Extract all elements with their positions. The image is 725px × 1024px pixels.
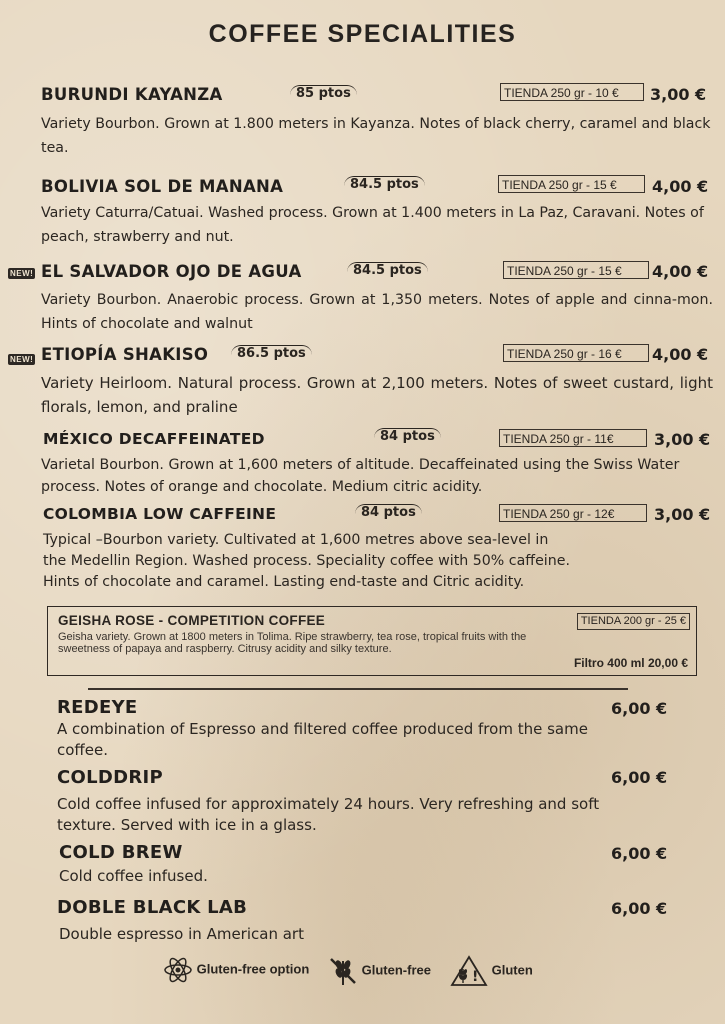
legend-gluten-free	[328, 955, 431, 987]
coffee-name: COLOMBIA LOW CAFFEINE	[43, 505, 277, 523]
coffee-description: Variety Bourbon. Grown at 1.800 meters in Kayanza. Notes of black cherry, caramel and black tea.	[41, 116, 711, 156]
tienda-price-box: TIENDA 250 gr - 11€	[499, 429, 647, 447]
gluten-warning-icon	[450, 955, 488, 987]
points-badge: 84.5 ptos	[344, 176, 425, 192]
coffee-name: BURUNDI KAYANZA	[41, 85, 223, 104]
geisha-filtro-price: Filtro 400 ml 20,00 €	[573, 656, 688, 670]
drink-name: COLDDRIP	[57, 767, 164, 788]
coffee-name: ETIOPÍA SHAKISO	[41, 345, 209, 364]
crossed-wheat-icon	[328, 955, 358, 987]
tienda-price-box: TIENDA 250 gr - 15 €	[503, 261, 649, 279]
drink-description: A combination of Espresso and filtered coffee produced from the same coffee.	[57, 720, 588, 759]
new-badge: NEW!	[10, 355, 34, 364]
section-divider	[88, 688, 628, 690]
tienda-price-box: TIENDA 250 gr - 12€	[499, 504, 647, 522]
warning-mark: !	[472, 969, 479, 985]
drink-name: COLD BREW	[59, 842, 183, 863]
coffee-price: 3,00 €	[650, 85, 707, 104]
geisha-description: Geisha variety. Grown at 1800 meters in Tolima. Ripe strawberry, tea rose, tropical fruits with the sweetness of papaya and raspberry. Citrusy acidity and silky texture.	[58, 631, 527, 655]
tienda-price-box: TIENDA 250 gr - 16 €	[503, 344, 649, 362]
legend-label: Gluten	[491, 962, 533, 978]
coffee-price: 3,00 €	[654, 505, 711, 524]
coffee-price: 3,00 €	[654, 430, 711, 449]
points-badge: 85 ptos	[290, 85, 357, 101]
drink-description: Double espresso in American art	[59, 925, 304, 943]
legend-gluten-free-option	[163, 955, 309, 985]
points-badge: 84 ptos	[355, 504, 422, 520]
geisha-title: GEISHA ROSE - COMPETITION COFFEE	[58, 613, 326, 628]
coffee-name: EL SALVADOR OJO DE AGUA	[41, 262, 302, 281]
drink-name: REDEYE	[57, 697, 138, 718]
drink-description: Cold coffee infused.	[59, 867, 208, 885]
legend-label: Gluten-free option	[196, 961, 310, 977]
geisha-tienda-box: TIENDA 200 gr - 25 €	[577, 613, 690, 630]
coffee-description: Variety Caturra/Catuai. Washed process. Grown at 1.400 meters in La Paz, Caravani. Notes of peach, strawberry and nut.	[41, 205, 704, 245]
coffee-description	[43, 530, 723, 593]
tienda-price-box: TIENDA 250 gr - 15 €	[498, 175, 645, 193]
drink-description: Cold coffee infused for approximately 24 hours. Very refreshing and soft texture. Served with ice in a glass.	[57, 795, 600, 834]
description-line: the Medellin Region. Washed process. Speciality coffee with 50% caffeine.	[43, 553, 570, 569]
coffee-price: 4,00 €	[652, 345, 709, 364]
legend-gluten	[450, 955, 533, 987]
drink-price: 6,00 €	[611, 899, 668, 918]
legend-label: Gluten-free	[361, 962, 431, 978]
coffee-price: 4,00 €	[652, 177, 709, 196]
points-badge: 84 ptos	[374, 428, 441, 444]
coffee-description: Variety Heirloom. Natural process. Grown at 2,100 meters. Notes of sweet custard, light florals, lemon, and praline	[41, 374, 713, 416]
coffee-description: Variety Bourbon. Anaerobic process. Grown at 1,350 meters. Notes of apple and cinna-mon. Hints of chocolate and walnut	[41, 292, 713, 332]
drink-price: 6,00 €	[611, 768, 668, 787]
gluten-free-option-icon	[163, 955, 193, 985]
points-badge: 84.5 ptos	[347, 262, 428, 278]
tienda-price-box: TIENDA 250 gr - 10 €	[500, 83, 644, 101]
coffee-name: BOLIVIA SOL DE MANANA	[41, 177, 284, 196]
coffee-name: MÉXICO DECAFFEINATED	[43, 430, 265, 448]
drink-price: 6,00 €	[611, 699, 668, 718]
new-badge: NEW!	[10, 269, 34, 278]
description-line: Hints of chocolate and caramel. Lasting end-taste and Citric acidity.	[43, 574, 525, 590]
coffee-price: 4,00 €	[652, 262, 709, 281]
description-line: Typical –Bourbon variety. Cultivated at 1,600 metres above sea-level in	[43, 532, 549, 548]
drink-price: 6,00 €	[611, 844, 668, 863]
points-badge: 86.5 ptos	[231, 345, 312, 361]
coffee-description: Varietal Bourbon. Grown at 1,600 meters of altitude. Decaffeinated using the Swiss Water process. Notes of orange and chocolate. Medium citric acidity.	[41, 457, 680, 495]
page-title: COFFEE SPECIALITIES	[208, 20, 517, 48]
drink-name: DOBLE BLACK LAB	[57, 897, 248, 918]
geisha-box	[47, 606, 697, 676]
